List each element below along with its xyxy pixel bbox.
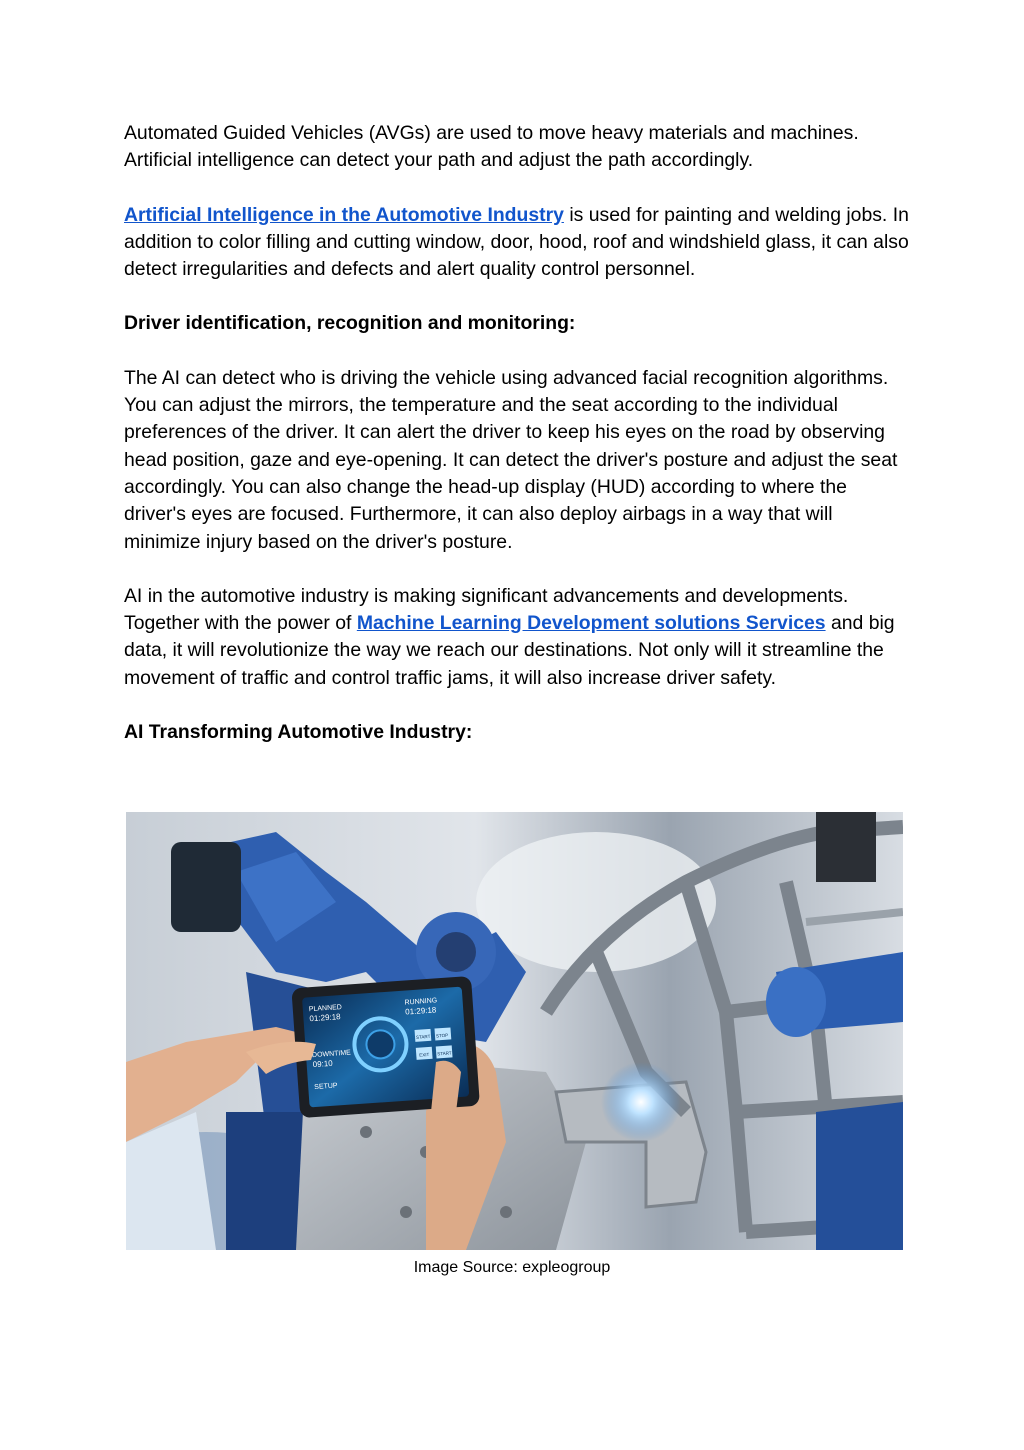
tablet-planned-label: PLANNED [308, 1003, 343, 1014]
document-body [124, 120, 914, 746]
paragraph-ai-advancements [124, 583, 914, 692]
tablet-button-1-label: START [415, 1033, 431, 1040]
tablet-planned-time: 01:29:18 [309, 1012, 341, 1024]
tablet-button-2-label: STOP [435, 1032, 449, 1039]
paragraph-painting-welding-text: is used for painting and welding jobs. In addition to color filling and cutting window, door, hood, roof and windshield glass, it can also detect irregularities and defects and alert quality control personnel. [124, 203, 909, 281]
welding-spark [601, 1062, 681, 1142]
tablet-setup-label: SETUP [314, 1082, 338, 1092]
thumb [431, 1061, 461, 1112]
paragraph-ai-advancements-end: and big data, it will revolutionize the way we reach our destinations. Not only will it streamline the movement of traffic and control traffic jams, it will also increase driver safety. [124, 612, 895, 689]
factory-robot-image [126, 812, 903, 1250]
heading-ai-transforming: AI Transforming Automotive Industry: [124, 721, 473, 744]
link-ai-automotive-industry[interactable]: Artificial Intelligence in the Automotive Industry [124, 203, 564, 226]
tablet-downtime-label: DOWNTIME [311, 1049, 352, 1060]
tablet-downtime-time: 09:10 [312, 1058, 333, 1070]
paragraph-ai-advancements-start: AI in the automotive industry is making significant advancements and developments. Together with the power of [124, 584, 849, 635]
paragraph-painting-welding [124, 202, 914, 284]
paragraph-agv: Automated Guided Vehicles (AVGs) are used to move heavy materials and machines. Artificial intelligence can detect your path and adjust the path accordingly. [124, 122, 859, 172]
tablet-running-label: RUNNING [404, 997, 438, 1007]
factory-scene-illustration [126, 812, 903, 1250]
link-machine-learning-services[interactable]: Machine Learning Development solutions Services [356, 612, 826, 635]
paragraph-driver-monitoring: The AI can detect who is driving the vehicle using advanced facial recognition algorithms. You can adjust the mirrors, the temperature and the seat according to the individual preferences of the driver. It can alert the driver to keep his eyes on the road by observing head position, gaze and eye-opening. It can detect the driver's posture and adjust the seat accordingly. You can also change the head-up display (HUD) according to where the driver's eyes are focused. Furthermore, it can also deploy airbags in a way that will minimize injury based on the driver's posture. [124, 366, 898, 553]
tablet-button-3-label: EXIT [419, 1051, 430, 1058]
heading-driver-identification: Driver identification, recognition and monitoring: [124, 312, 576, 335]
tablet-running-time: 01:29:18 [404, 1005, 437, 1017]
tablet-button-4-label: START [437, 1050, 452, 1057]
image-caption: Image Source: expleogroup [413, 1259, 611, 1276]
